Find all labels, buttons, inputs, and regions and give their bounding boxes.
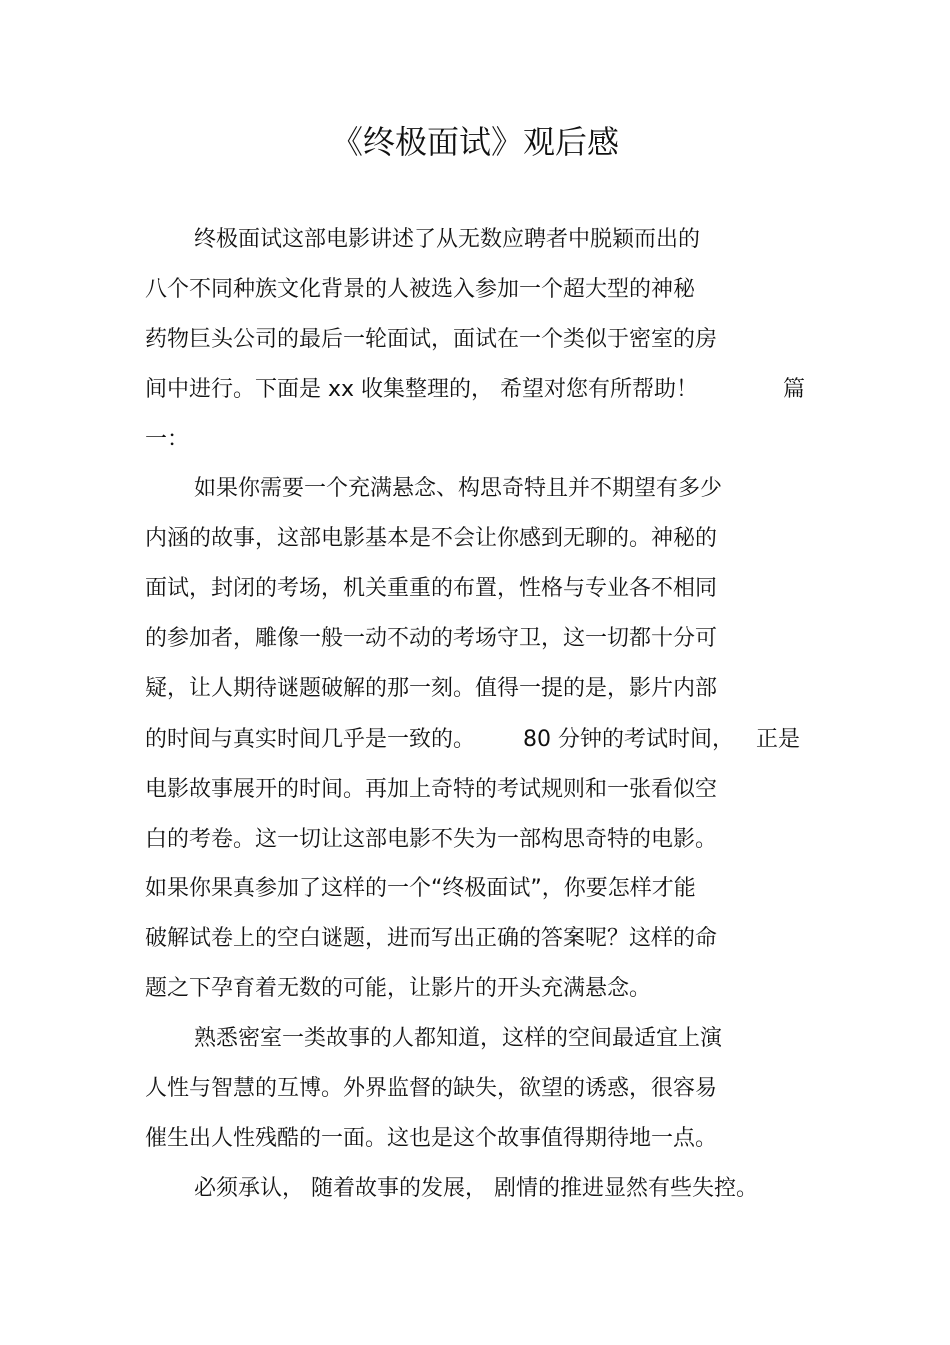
paragraph-line: 的参加者，雕像一般一动不动的考场守卫，这一切都十分可 [145, 626, 718, 651]
paragraph-line: 的时间与真实时间几乎是一致的。 [145, 727, 476, 752]
paragraph-line: 电影故事展开的时间。再加上奇特的考试规则和一张看似空 [145, 777, 718, 802]
paragraph-line: 面试，封闭的考场，机关重重的布置，性格与专业各不相同 [145, 576, 718, 601]
paragraph-line: 必须承认， 随着故事的发展， 剧情的推进显然有些失控。 [194, 1176, 758, 1201]
paragraph-line: 间中进行。下面是 xx 收集整理的， 希望对您有所帮助！ [145, 377, 699, 402]
paragraph-line-tail: 篇 [783, 377, 806, 402]
paragraph-line: 白的考卷。这一切让这部电影不失为一部构思奇特的电影。 [145, 827, 718, 852]
paragraph-line: 题之下孕育着无数的可能，让影片的开头充满悬念。 [145, 976, 652, 1001]
paragraph-line-middle: 80 分钟的考试时间， [523, 727, 734, 752]
paragraph-line: 人性与智慧的互博。外界监督的缺失，欲望的诱惑，很容易 [145, 1076, 718, 1101]
paragraph-line: 疑，让人期待谜题破解的那一刻。值得一提的是，影片内部 [145, 676, 718, 701]
paragraph-line: 熟悉密室一类故事的人都知道，这样的空间最适宜上演 [194, 1026, 723, 1051]
paragraph-line: 如果你需要一个充满悬念、构思奇特且并不期望有多少 [194, 476, 723, 501]
paragraph-line: 催生出人性残酷的一面。这也是这个故事值得期待地一点。 [145, 1126, 718, 1151]
paragraph-line-tail: 正是 [756, 727, 801, 752]
paragraph-line: 破解试卷上的空白谜题，进而写出正确的答案呢？这样的命 [145, 926, 718, 951]
paragraph-line: 如果你果真参加了这样的一个“终极面试”，你要怎样才能 [145, 876, 696, 901]
paragraph-line: 八个不同种族文化背景的人被选入参加一个超大型的神秘 [145, 277, 696, 302]
paragraph-line: 药物巨头公司的最后一轮面试，面试在一个类似于密室的房 [145, 327, 718, 352]
paragraph-line: 终极面试这部电影讲述了从无数应聘者中脱颖而出的 [194, 227, 701, 252]
paragraph-line: 内涵的故事，这部电影基本是不会让你感到无聊的。神秘的 [145, 526, 718, 551]
document-title: 《终极面试》观后感 [330, 123, 619, 161]
paragraph-line: 一： [145, 427, 190, 452]
